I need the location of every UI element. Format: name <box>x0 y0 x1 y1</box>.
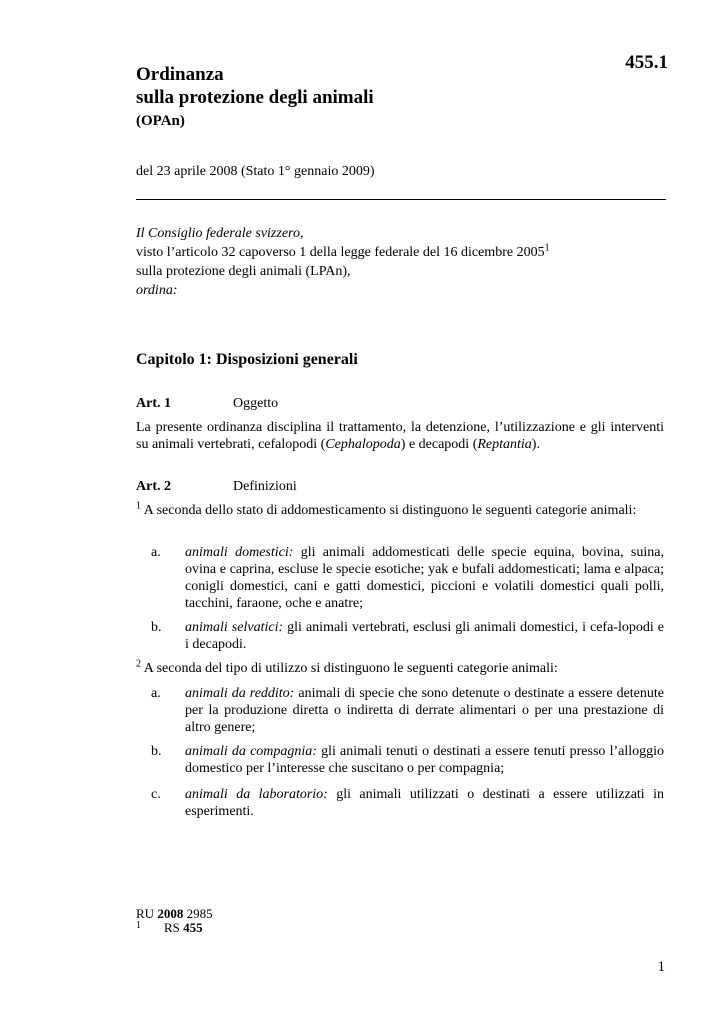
article-2-heading <box>136 479 297 495</box>
official-collection-ref: RU 2008 2985 <box>136 906 213 921</box>
article-number: Art. 2 <box>136 479 171 494</box>
paragraph-2: $^2$ A seconda del tipo di utilizzo si distinguono le seguenti categorie animali: <box>136 658 558 676</box>
article-1-heading <box>136 396 278 412</box>
preamble-basis-line-2: sulla protezione degli animali (LPAn), <box>136 264 351 279</box>
document-title <box>136 63 374 109</box>
preamble-basis-line-1: visto l’articolo 32 capoverso 1 della legge federale del 16 dicembre 2005$^1$ <box>136 242 550 260</box>
title-line-1: Ordinanza <box>136 64 224 85</box>
list-item: a. animali da reddito: animali di specie che sono detenute o destinate a essere detenute per la produzione diretta o indiretta di derrate alimentari o per una prestazione di altro genere; <box>151 686 664 735</box>
list-item: a. animali domestici: gli animali addomesticati delle specie equina, bovina, suina, ovina e caprina, escluse le specie esotiche; yak e bufali addomesticati; lama e alpaca; conigli domestici, cani e gatti domestici, piccioni e volatili domestici quali polli, tacchini, faraone, oche e anatre; <box>151 545 664 611</box>
preamble <box>136 224 666 300</box>
paragraph-number: 2 <box>136 658 141 670</box>
list-item: c. animali da laboratorio: gli animali utilizzati o destinati a essere utilizzati in esperimenti. <box>151 787 664 819</box>
chapter-heading: Capitolo 1: Disposizioni generali <box>136 351 358 368</box>
paragraph-1: $^1$ A seconda dello stato di addomesticamento si distinguono le seguenti categorie animali: <box>136 500 637 518</box>
footnote: 1 RS 455 <box>136 920 203 935</box>
list-item: b. animali selvatici: gli animali vertebrati, esclusi gli animali domestici, i cefa-lopodi e i decapodi. <box>151 620 664 652</box>
title-line-2: sulla protezione degli animali <box>136 87 374 108</box>
list-item: b. animali da compagnia: gli animali tenuti o destinati a essere tenuti presso l’alloggio domestico per l’interesse che suscitano o per compagnia; <box>151 744 664 776</box>
document-date: del 23 aprile 2008 (Stato 1° gennaio 2009) <box>136 164 375 179</box>
article-number: Art. 1 <box>136 396 171 411</box>
article-title: Definizioni <box>233 479 297 494</box>
article-1-text: La presente ordinanza disciplina il trattamento, la detenzione, l’utilizzazione e gli interventi su animali vertebrati, cefalopodi (Cephalopoda) e decapodi (Reptantia). <box>136 420 664 452</box>
preamble-decree: ordina: <box>136 283 178 298</box>
footnote-ref[interactable]: 1 <box>544 242 550 254</box>
paragraph-number: 1 <box>136 500 141 512</box>
sr-number: 455.1 <box>625 52 668 73</box>
article-title: Oggetto <box>233 396 279 411</box>
document-abbreviation: (OPAn) <box>136 113 185 129</box>
footnote-number: 1 <box>136 920 141 931</box>
preamble-authority: Il Consiglio federale svizzero, <box>136 226 304 241</box>
horizontal-rule <box>136 199 666 200</box>
page-number: 1 <box>657 959 665 975</box>
